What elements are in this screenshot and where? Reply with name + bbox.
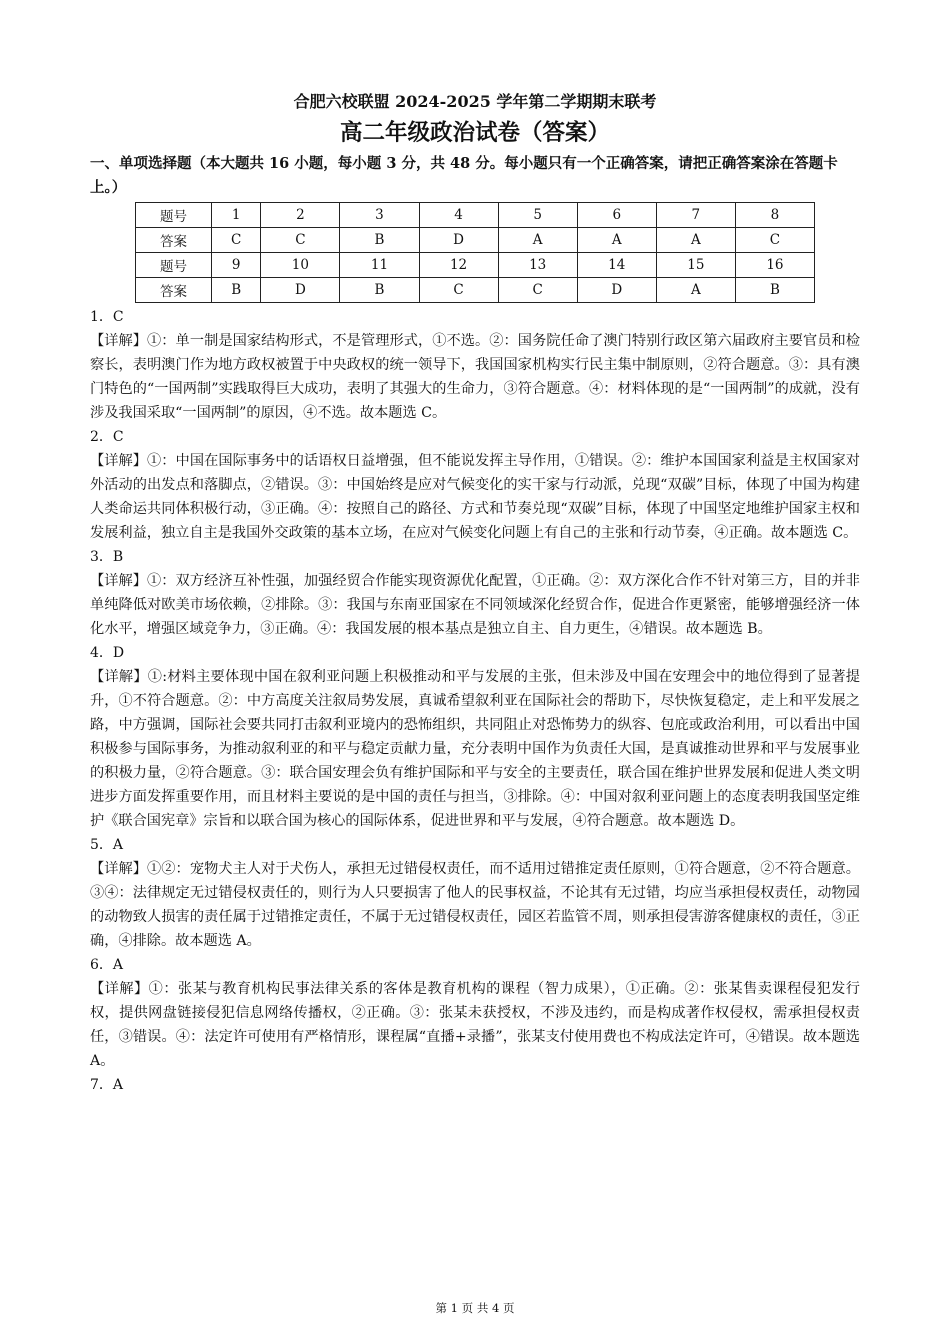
question-number: 1．C <box>90 309 124 325</box>
page-footer: 第 1 页 共 4 页 <box>435 1301 515 1315</box>
answer-table-cell: B <box>212 278 261 303</box>
answer-table-row <box>136 228 815 253</box>
section-heading: 一、单项选择题（本大题共 16 小题，每小题 3 分，共 48 分。每小题只有一个正确答案，请把正确答案涂在答题卡上。） <box>90 155 838 196</box>
answer-table-cell: C <box>735 228 814 253</box>
answer-table-cell: B <box>340 228 419 253</box>
answer-table-cell: 6 <box>577 203 656 228</box>
answer-table-row-label: 题号 <box>136 203 212 228</box>
question-explanation: 【详解】①：张某与教育机构民事法律关系的客体是教育机构的课程（智力成果），①正确。②：张某售卖课程侵犯发行权，提供网盘链接侵犯信息网络传播权，②正确。③：张某未获授权，不涉及违约，而是构成著作权侵权，需承担侵权责任，③错误。④：法定许可使用有严格情形，课程属“直播+录播”，张某支付使用费也不构成法定许可，④错误。故本题选 A。 <box>90 981 860 1069</box>
answer-table-cell: D <box>261 278 340 303</box>
answer-table-cell: C <box>498 278 577 303</box>
answer-table-cell: 5 <box>498 203 577 228</box>
answer-table-cell: 8 <box>735 203 814 228</box>
answer-table-cell: A <box>577 228 656 253</box>
answer-table-cell: A <box>656 228 735 253</box>
question-explanation: 【详解】①②：宠物犬主人对于犬伤人，承担无过错侵权责任，而不适用过错推定责任原则，①符合题意，②不符合题意。③④：法律规定无过错侵权责任的，则行为人只要损害了他人的民事权益，不论其有无过错，均应当承担侵权责任，动物园的动物致人损害的责任属于过错推定责任，不属于无过错侵权责任，园区若监管不周，则承担侵害游客健康权的责任，③正确，④排除。故本题选 A。 <box>90 861 860 949</box>
answer-table-row-label: 答案 <box>136 228 212 253</box>
answer-table-cell: 10 <box>261 253 340 278</box>
answer-table-cell: C <box>261 228 340 253</box>
answer-table-cell: D <box>419 228 498 253</box>
question-explanation: 【详解】①：中国在国际事务中的话语权日益增强，但不能说发挥主导作用，①错误。②：维护本国国家利益是主权国家对外活动的出发点和落脚点，②错误。③：中国始终是应对气候变化的实干家与行动派，兑现“双碳”目标，体现了中国为构建人类命运共同体积极行动，③正确。④：按照自己的路径、方式和节奏兑现“双碳”目标，体现了中国坚定地维护国家主权和发展利益，独立自主是我国外交政策的基本立场，在应对气候变化问题上有自己的主张和行动节奏，④正确。故本题选 C。 <box>90 453 860 541</box>
answer-table-cell: A <box>656 278 735 303</box>
answer-table-cell: 4 <box>419 203 498 228</box>
answer-table-cell: B <box>735 278 814 303</box>
question-explanation: 【详解】①：双方经济互补性强，加强经贸合作能实现资源优化配置，①正确。②：双方深化合作不针对第三方，目的并非单纯降低对欧美市场依赖，②排除。③：我国与东南亚国家在不同领域深化经贸合作，促进合作更紧密，能够增强经济一体化水平，增强区域竞争力，③正确。④：我国发展的根本基点是独立自主、自力更生，④错误。故本题选 B。 <box>90 573 860 637</box>
answer-table-cell: B <box>340 278 419 303</box>
question-number: 4．D <box>90 645 125 661</box>
answer-table-row-label: 答案 <box>136 278 212 303</box>
answer-table-cell: A <box>498 228 577 253</box>
answer-table-cell: 13 <box>498 253 577 278</box>
question-number: 3．B <box>90 549 124 565</box>
question-number: 7．A <box>90 1077 124 1093</box>
answer-table-cell: D <box>577 278 656 303</box>
question-explanation: 【详解】①：单一制是国家结构形式，不是管理形式，①不选。②：国务院任命了澳门特别行政区第六届政府主要官员和检察长，表明澳门作为地方政权被置于中央政权的统一领导下，我国国家机构实行民主集中制原则，②符合题意。③：具有澳门特色的“一国两制”实践取得巨大成功，表明了其强大的生命力，③符合题意。④：材料体现的是“一国两制”的成就，没有涉及我国采取“一国两制”的原因，④不选。故本题选 C。 <box>90 333 860 421</box>
question-list <box>90 305 860 1097</box>
answer-table-cell: 1 <box>212 203 261 228</box>
answer-table-cell: 3 <box>340 203 419 228</box>
question-number: 5．A <box>90 837 124 853</box>
exam-subtitle: 合肥六校联盟 2024-2025 学年第二学期期末联考 <box>293 92 657 111</box>
answer-table-row-label: 题号 <box>136 253 212 278</box>
exam-title: 高二年级政治试卷（答案） <box>339 120 610 146</box>
answer-table <box>135 202 815 303</box>
answer-table-cell: C <box>212 228 261 253</box>
answer-table-row <box>136 253 815 278</box>
answer-table-cell: C <box>419 278 498 303</box>
answer-table-cell: 2 <box>261 203 340 228</box>
question-explanation: 【详解】①:材料主要体现中国在叙利亚问题上积极推动和平与发展的主张，但未涉及中国在安理会中的地位得到了显著提升，①不符合题意。②：中方高度关注叙局势发展，真诚希望叙利亚在国际社会的帮助下，尽快恢复稳定，走上和平发展之路，中方强调，国际社会要共同打击叙利亚境内的恐怖组织，共同阻止对恐怖势力的纵容、包庇或政治利用，可以看出中国积极参与国际事务，为推动叙利亚的和平与稳定贡献力量，充分表明中国作为负责任大国，是真诚推动世界和平与发展事业的积极力量，②符合题意。③：联合国安理会负有维护国际和平与安全的主要责任，联合国在维护世界发展和促进人类文明进步方面发挥重要作用，而且材料主要说的是中国的责任与担当，③排除。④：中国对叙利亚问题上的态度表明我国坚定维护《联合国宪章》宗旨和以联合国为核心的国际体系，促进世界和平与发展，④符合题意。故本题选 D。 <box>90 669 860 829</box>
answer-table-cell: 14 <box>577 253 656 278</box>
answer-table-cell: 16 <box>735 253 814 278</box>
answer-table-row <box>136 278 815 303</box>
answer-table-cell: 12 <box>419 253 498 278</box>
answer-table-cell: 7 <box>656 203 735 228</box>
answer-table-row <box>136 203 815 228</box>
answer-table-cell: 9 <box>212 253 261 278</box>
answer-table-cell: 11 <box>340 253 419 278</box>
question-number: 6．A <box>90 957 124 973</box>
page-content <box>90 90 860 1097</box>
question-number: 2．C <box>90 429 124 445</box>
answer-table-cell: 15 <box>656 253 735 278</box>
